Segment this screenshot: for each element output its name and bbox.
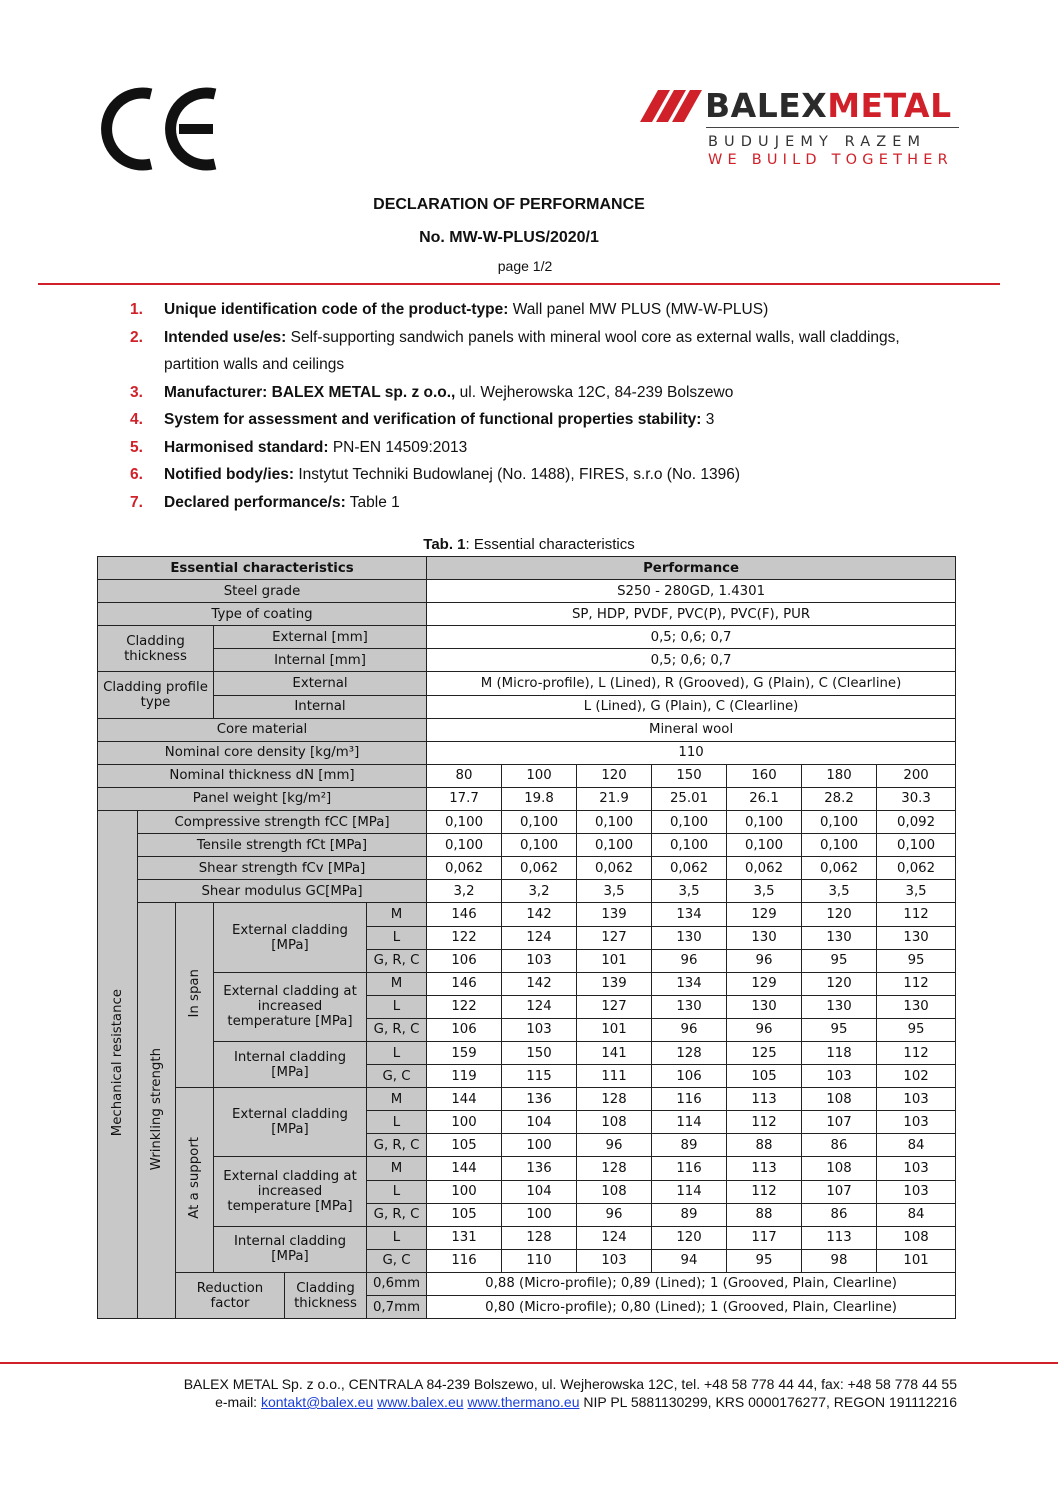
- table-row: [98, 718, 956, 741]
- value-cell: 112: [727, 1180, 802, 1203]
- list-item: 1. Unique identification code of the product-type: Wall panel MW PLUS (MW-W-PLUS): [130, 301, 769, 318]
- value-cell: 0,80 (Micro-profile); 0,80 (Lined); 1 (Grooved, Plain, Clearline): [427, 1296, 956, 1319]
- row-label: Steel grade: [98, 580, 427, 603]
- value-cell: 144: [427, 1088, 502, 1111]
- table-row: [98, 811, 956, 834]
- footer-address: BALEX METAL Sp. z o.o., CENTRALA 84-239 Bolszewo, ul. Wejherowska 12C, tel. +48 58 778 44 44, fax: +48 58 778 44 55: [183, 1376, 957, 1392]
- declaration-items: [130, 296, 990, 516]
- value-cell: 100: [427, 1180, 502, 1203]
- value-cell: 110: [427, 741, 956, 764]
- value-cell: 112: [727, 1111, 802, 1134]
- value-cell: 127: [577, 995, 652, 1018]
- brand-wordmark: BALEXMETAL: [705, 86, 952, 125]
- value-cell: 136: [502, 1157, 577, 1180]
- value-cell: 144: [427, 1157, 502, 1180]
- value-cell: 0,5; 0,6; 0,7: [427, 626, 956, 649]
- value-cell: 0,062: [652, 857, 727, 880]
- footer-contacts: e-mail: kontakt@balex.eu www.balex.eu www.thermano.eu NIP PL 5881130299, KRS 0000176277, REGON 191112216: [215, 1394, 957, 1410]
- value-cell: 0,100: [427, 811, 502, 834]
- value-cell: 108: [577, 1180, 652, 1203]
- value-cell: 117: [727, 1226, 802, 1249]
- value-cell: 103: [577, 1249, 652, 1272]
- value-cell: 80: [427, 764, 502, 787]
- value-cell: 130: [727, 926, 802, 949]
- value-cell: 103: [877, 1180, 956, 1203]
- value-cell: 120: [652, 1226, 727, 1249]
- value-cell: 103: [502, 949, 577, 972]
- value-cell: 98: [802, 1249, 877, 1272]
- value-cell: 116: [427, 1249, 502, 1272]
- value-cell: SP, HDP, PVDF, PVC(P), PVC(F), PUR: [427, 603, 956, 626]
- value-cell: 0,100: [577, 811, 652, 834]
- value-cell: 88: [727, 1203, 802, 1226]
- value-cell: 139: [577, 972, 652, 995]
- value-cell: 0,5; 0,6; 0,7: [427, 649, 956, 672]
- list-item: 2. Intended use/es: Self-supporting sandwich panels with mineral wool core as external walls, wall claddings,: [130, 328, 900, 346]
- value-cell: 118: [802, 1041, 877, 1064]
- header-divider: [38, 283, 1000, 285]
- value-cell: 120: [802, 972, 877, 995]
- value-cell: 107: [802, 1180, 877, 1203]
- location-label-text: In span: [187, 969, 202, 1018]
- profile-label: G, C: [367, 1249, 427, 1272]
- list-item: 3. Manufacturer: BALEX METAL sp. z o.o., ul. Wejherowska 12C, 84-239 Bolszewo: [130, 383, 734, 401]
- value-cell: 200: [877, 764, 956, 787]
- value-cell: 128: [577, 1088, 652, 1111]
- row-label: Internal: [214, 695, 427, 718]
- value-cell: 96: [577, 1134, 652, 1157]
- value-cell: 110: [502, 1249, 577, 1272]
- balex-metal-logo: [640, 86, 960, 176]
- list-item: 4. System for assessment and verification of functional properties stability: 3: [130, 411, 715, 428]
- value-cell: 105: [427, 1203, 502, 1226]
- value-cell: 103: [802, 1065, 877, 1088]
- value-cell: 0,062: [427, 857, 502, 880]
- profile-label: G, R, C: [367, 949, 427, 972]
- header-performance: Performance: [427, 557, 956, 580]
- value-cell: 89: [652, 1134, 727, 1157]
- value-cell: 0,88 (Micro-profile); 0,89 (Lined); 1 (Grooved, Plain, Clearline): [427, 1272, 956, 1295]
- value-cell: 19.8: [502, 787, 577, 810]
- value-cell: 113: [727, 1088, 802, 1111]
- value-cell: 146: [427, 903, 502, 926]
- value-cell: 101: [577, 949, 652, 972]
- value-cell: 146: [427, 972, 502, 995]
- list-item: 7. Declared performance/s: Table 1: [130, 493, 400, 511]
- value-cell: 113: [802, 1226, 877, 1249]
- value-cell: 0,100: [802, 834, 877, 857]
- value-cell: 0,062: [727, 857, 802, 880]
- value-cell: 0,100: [652, 811, 727, 834]
- value-cell: 134: [652, 903, 727, 926]
- value-cell: 108: [802, 1088, 877, 1111]
- value-cell: 3,5: [802, 880, 877, 903]
- value-cell: 100: [502, 764, 577, 787]
- value-cell: 115: [502, 1065, 577, 1088]
- value-cell: 86: [802, 1203, 877, 1226]
- value-cell: 120: [577, 764, 652, 787]
- profile-label: G, R, C: [367, 1203, 427, 1226]
- value-cell: 120: [802, 903, 877, 926]
- value-cell: 113: [727, 1157, 802, 1180]
- mechanical-resistance-label-text: Mechanical resistance: [110, 988, 125, 1137]
- table-row: [98, 1088, 956, 1111]
- value-cell: 0,100: [802, 811, 877, 834]
- page-number: page 1/2: [497, 258, 553, 274]
- cladding-label: External cladding at increased temperature [MPa]: [214, 972, 367, 1041]
- location-label: [176, 903, 214, 1088]
- row-label: Panel weight [kg/m²]: [98, 787, 427, 810]
- value-cell: 95: [802, 1018, 877, 1041]
- value-cell: M (Micro-profile), L (Lined), R (Grooved), G (Plain), C (Clearline): [427, 672, 956, 695]
- tagline-en: WE BUILD TOGETHER: [708, 152, 953, 168]
- value-cell: 108: [802, 1157, 877, 1180]
- value-cell: 122: [427, 995, 502, 1018]
- wrinkling-strength-label: [138, 903, 176, 1319]
- value-cell: 139: [577, 903, 652, 926]
- value-cell: 86: [802, 1134, 877, 1157]
- value-cell: 107: [802, 1111, 877, 1134]
- table-row: [98, 834, 956, 857]
- cladding-label: Internal cladding [MPa]: [214, 1226, 367, 1272]
- thickness-label: 0,6mm: [367, 1272, 427, 1295]
- value-cell: 0,100: [877, 834, 956, 857]
- value-cell: 127: [577, 926, 652, 949]
- table-row: [98, 626, 956, 649]
- value-cell: 106: [427, 1018, 502, 1041]
- value-cell: 124: [577, 1226, 652, 1249]
- doc-title: DECLARATION OF PERFORMANCE: [373, 196, 645, 213]
- value-cell: 96: [652, 949, 727, 972]
- table-row: [98, 787, 956, 810]
- value-cell: 108: [877, 1226, 956, 1249]
- list-item: 5. Harmonised standard: PN-EN 14509:2013: [130, 438, 468, 456]
- row-label: Shear modulus GC[MPa]: [138, 880, 427, 903]
- value-cell: 100: [502, 1203, 577, 1226]
- value-cell: 103: [877, 1157, 956, 1180]
- value-cell: 95: [727, 1249, 802, 1272]
- table-row: [98, 1041, 956, 1064]
- value-cell: 142: [502, 903, 577, 926]
- cladding-label: External cladding [MPa]: [214, 903, 367, 972]
- value-cell: 105: [727, 1065, 802, 1088]
- list-item: 6. Notified body/ies: Instytut Techniki Budowlanej (No. 1488), FIRES, s.r.o (No. 1396): [130, 466, 741, 483]
- value-cell: 141: [577, 1041, 652, 1064]
- row-label: Compressive strength fCC [MPa]: [138, 811, 427, 834]
- table-row: [98, 557, 956, 580]
- value-cell: 114: [652, 1180, 727, 1203]
- table-row: [98, 1226, 956, 1249]
- value-cell: 130: [877, 995, 956, 1018]
- value-cell: 95: [877, 1018, 956, 1041]
- value-cell: 0,100: [577, 834, 652, 857]
- value-cell: 96: [727, 1018, 802, 1041]
- value-cell: 111: [577, 1065, 652, 1088]
- profile-label: L: [367, 1180, 427, 1203]
- value-cell: 116: [652, 1157, 727, 1180]
- value-cell: 28.2: [802, 787, 877, 810]
- value-cell: 142: [502, 972, 577, 995]
- footer-divider: [0, 1362, 1058, 1364]
- value-cell: 112: [877, 1041, 956, 1064]
- row-label: Nominal core density [kg/m³]: [98, 741, 427, 764]
- value-cell: 125: [727, 1041, 802, 1064]
- value-cell: 160: [727, 764, 802, 787]
- value-cell: 96: [577, 1203, 652, 1226]
- website-link[interactable]: www.balex.eu: [377, 1394, 464, 1410]
- cladding-label: External cladding [MPa]: [214, 1088, 367, 1157]
- value-cell: 3,5: [727, 880, 802, 903]
- value-cell: 94: [652, 1249, 727, 1272]
- location-label-text: At a support: [187, 1137, 202, 1219]
- value-cell: 95: [802, 949, 877, 972]
- value-cell: 0,100: [727, 834, 802, 857]
- row-label: Tensile strength fCt [MPa]: [138, 834, 427, 857]
- table-row: [98, 972, 956, 995]
- value-cell: 100: [502, 1134, 577, 1157]
- list-item-continuation: partition walls and ceilings: [164, 356, 345, 373]
- wrinkling-strength-label-text: Wrinkling strength: [149, 1047, 164, 1170]
- value-cell: 3,5: [577, 880, 652, 903]
- value-cell: 103: [502, 1018, 577, 1041]
- value-cell: Mineral wool: [427, 718, 956, 741]
- table-row: [98, 764, 956, 787]
- cladding-thickness-label: Cladding thickness: [285, 1272, 367, 1318]
- table-row: [98, 1157, 956, 1180]
- value-cell: 103: [877, 1088, 956, 1111]
- value-cell: 131: [427, 1226, 502, 1249]
- reduction-factor-label: Reduction factor: [176, 1272, 285, 1318]
- header-essential: Essential characteristics: [98, 557, 427, 580]
- value-cell: 88: [727, 1134, 802, 1157]
- value-cell: 130: [727, 995, 802, 1018]
- value-cell: 0,062: [877, 857, 956, 880]
- cladding-label: External cladding at increased temperature [MPa]: [214, 1157, 367, 1226]
- row-label: Nominal thickness dN [mm]: [98, 764, 427, 787]
- table-row: [98, 903, 956, 926]
- value-cell: 116: [652, 1088, 727, 1111]
- profile-label: G, R, C: [367, 1018, 427, 1041]
- value-cell: 150: [652, 764, 727, 787]
- value-cell: 130: [877, 926, 956, 949]
- value-cell: 96: [727, 949, 802, 972]
- email-link[interactable]: kontakt@balex.eu: [260, 1394, 374, 1410]
- ce-mark-logo: [97, 84, 222, 174]
- cladding-label: Internal cladding [MPa]: [214, 1041, 367, 1087]
- value-cell: 130: [802, 995, 877, 1018]
- profile-label: L: [367, 926, 427, 949]
- table-caption: Tab. 1: Essential characteristics: [423, 536, 635, 553]
- table-row: [98, 580, 956, 603]
- value-cell: S250 - 280GD, 1.4301: [427, 580, 956, 603]
- profile-label: G, C: [367, 1065, 427, 1088]
- website-link-thermano[interactable]: www.thermano.eu: [467, 1394, 580, 1410]
- essential-characteristics-table: [97, 556, 956, 1319]
- profile-label: L: [367, 1226, 427, 1249]
- value-cell: 3,5: [652, 880, 727, 903]
- tagline-pl: BUDUJEMY RAZEM: [708, 134, 927, 150]
- group-label: Cladding thickness: [98, 626, 214, 672]
- value-cell: 25.01: [652, 787, 727, 810]
- profile-label: M: [367, 972, 427, 995]
- value-cell: 0,092: [877, 811, 956, 834]
- value-cell: L (Lined), G (Plain), C (Clearline): [427, 695, 956, 718]
- value-cell: 105: [427, 1134, 502, 1157]
- value-cell: 112: [877, 903, 956, 926]
- profile-label: M: [367, 903, 427, 926]
- row-label: External [mm]: [214, 626, 427, 649]
- value-cell: 104: [502, 1111, 577, 1134]
- value-cell: 0,062: [502, 857, 577, 880]
- value-cell: 26.1: [727, 787, 802, 810]
- value-cell: 100: [427, 1111, 502, 1134]
- value-cell: 106: [652, 1065, 727, 1088]
- value-cell: 21.9: [577, 787, 652, 810]
- value-cell: 128: [502, 1226, 577, 1249]
- value-cell: 119: [427, 1065, 502, 1088]
- row-label: External: [214, 672, 427, 695]
- value-cell: 108: [577, 1111, 652, 1134]
- value-cell: 3,2: [502, 880, 577, 903]
- value-cell: 104: [502, 1180, 577, 1203]
- value-cell: 129: [727, 903, 802, 926]
- profile-label: L: [367, 1111, 427, 1134]
- doc-number: No. MW-W-PLUS/2020/1: [419, 229, 599, 246]
- value-cell: 3,5: [877, 880, 956, 903]
- table-row: [98, 672, 956, 695]
- table-row: [98, 649, 956, 672]
- value-cell: 0,100: [502, 811, 577, 834]
- value-cell: 84: [877, 1134, 956, 1157]
- profile-label: G, R, C: [367, 1134, 427, 1157]
- value-cell: 30.3: [877, 787, 956, 810]
- row-label: Shear strength fCv [MPa]: [138, 857, 427, 880]
- value-cell: 114: [652, 1111, 727, 1134]
- value-cell: 124: [502, 995, 577, 1018]
- table-row: [98, 857, 956, 880]
- value-cell: 180: [802, 764, 877, 787]
- value-cell: 130: [802, 926, 877, 949]
- value-cell: 129: [727, 972, 802, 995]
- profile-label: L: [367, 1041, 427, 1064]
- table-row: [98, 695, 956, 718]
- row-label: Core material: [98, 718, 427, 741]
- profile-label: L: [367, 995, 427, 1018]
- value-cell: 0,100: [652, 834, 727, 857]
- value-cell: 130: [652, 995, 727, 1018]
- profile-label: M: [367, 1088, 427, 1111]
- value-cell: 124: [502, 926, 577, 949]
- value-cell: 136: [502, 1088, 577, 1111]
- mechanical-resistance-label: [98, 811, 138, 1319]
- table-row: [98, 880, 956, 903]
- value-cell: 101: [877, 1249, 956, 1272]
- value-cell: 0,062: [577, 857, 652, 880]
- group-label: Cladding profile type: [98, 672, 214, 718]
- value-cell: 102: [877, 1065, 956, 1088]
- logo-stripes-icon: [640, 88, 702, 124]
- value-cell: 84: [877, 1203, 956, 1226]
- table-row: [98, 741, 956, 764]
- row-label: Internal [mm]: [214, 649, 427, 672]
- value-cell: 122: [427, 926, 502, 949]
- value-cell: 106: [427, 949, 502, 972]
- value-cell: 17.7: [427, 787, 502, 810]
- value-cell: 89: [652, 1203, 727, 1226]
- value-cell: 130: [652, 926, 727, 949]
- value-cell: 112: [877, 972, 956, 995]
- value-cell: 101: [577, 1018, 652, 1041]
- value-cell: 0,062: [802, 857, 877, 880]
- value-cell: 0,100: [427, 834, 502, 857]
- value-cell: 0,100: [502, 834, 577, 857]
- value-cell: 96: [652, 1018, 727, 1041]
- value-cell: 128: [652, 1041, 727, 1064]
- thickness-label: 0,7mm: [367, 1296, 427, 1319]
- table-row: [98, 603, 956, 626]
- value-cell: 3,2: [427, 880, 502, 903]
- value-cell: 134: [652, 972, 727, 995]
- table-row: [98, 1272, 956, 1295]
- value-cell: 103: [877, 1111, 956, 1134]
- value-cell: 0,100: [727, 811, 802, 834]
- value-cell: 128: [577, 1157, 652, 1180]
- logo-divider: [706, 127, 959, 128]
- value-cell: 150: [502, 1041, 577, 1064]
- value-cell: 159: [427, 1041, 502, 1064]
- location-label: [176, 1088, 214, 1273]
- value-cell: 95: [877, 949, 956, 972]
- row-label: Type of coating: [98, 603, 427, 626]
- profile-label: M: [367, 1157, 427, 1180]
